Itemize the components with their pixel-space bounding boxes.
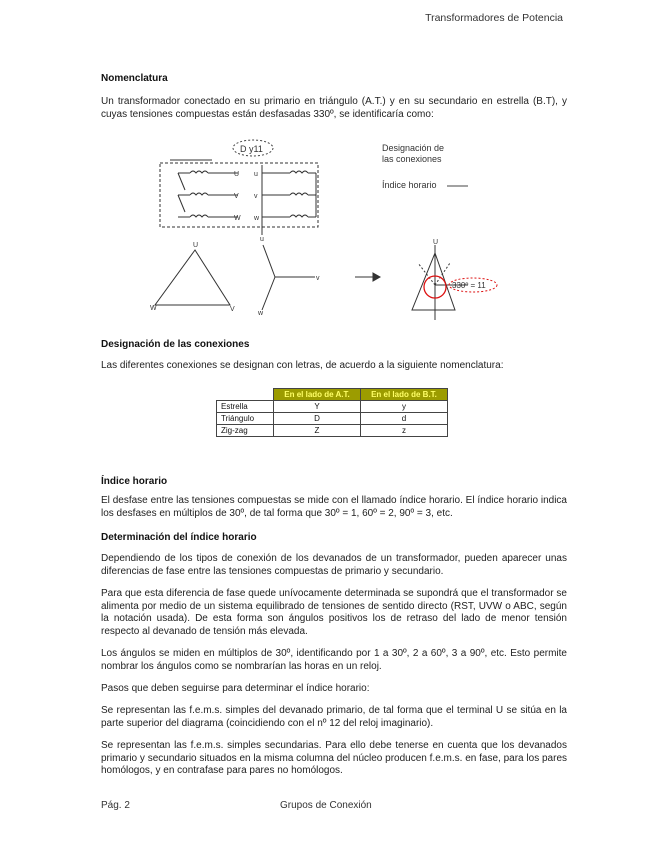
phasor-label-u: U [433,239,439,246]
table-header-at: En el lado de A.T. [274,389,361,401]
table-cell-bt: y [361,401,448,413]
section-heading-determinacion: Determinación del índice horario [101,532,257,543]
table-header-row [217,389,448,401]
paragraph-nomenclatura: Un transformador conectado en su primario en triángulo (A.T.) y en su secundario en estrella (B.T), y cuyas tensiones compuestas están desfasadas 330º, se identificaría como: [101,96,567,120]
designation-label-1: Designación de [382,143,445,153]
paragraph-determinacion-5: Se representan las f.e.m.s. simples del devanado primario, de tal forma que el terminal U se sitúa en la parte superior del diagrama (coincidiendo con el nº 12 del reloj imaginario). [101,705,567,729]
secondary-star [262,245,315,310]
paragraph-determinacion-3: Los ángulos se miden en múltiplos de 30º, identificando por 1 a 30º, 2 a 60º, 3 a 90º, etc. Esto permite nombrar los ángulos como se nombrarían las horas en un reloj. [101,648,567,672]
paragraph-determinacion-1: Dependiendo de los tipos de conexión de los devanados de un transformador, pueden aparecer unas diferencias de fase entre las tensiones compuestas de primario y secundario. [101,553,567,577]
section-heading-nomenclatura: Nomenclatura [101,73,168,84]
table-cell-at: D [274,413,361,425]
table-cell-bt: z [361,425,448,437]
table-cell-bt: d [361,413,448,425]
primary-terminal-v: V [234,193,239,200]
table-cell-at: Y [274,401,361,413]
primary-delta-triangle [155,250,230,305]
footer-page: Pág. 2 [101,800,130,811]
secondary-terminal-u: u [254,171,258,178]
table-corner [217,389,274,401]
paragraph-determinacion-2: Para que esta diferencia de fase quede unívocamente determinada se supondrá que el transformador se alimenta por medio de un sistema equilibrado de tensiones de sentido directo (RST, UVW o ABC, según la notación usada). De esta forma son ángulos positivos los de retraso del lado de menor tensión respecto al devanado de tensión más elevada. [101,588,567,637]
star-label-v: v [316,275,320,282]
paragraph-determinacion-4: Pasos que deben seguirse para determinar el índice horario: [101,683,370,694]
table-header-bt: En el lado de B.T. [361,389,448,401]
code-label: D y11 [240,144,263,154]
nomenclature-table [216,388,448,437]
paragraph-indice: El desfase entre las tensiones compuestas se mide con el llamado índice horario. El índice horario indica los desfases en múltiplos de 30º, de tal forma que 30º = 1, 60º = 2, 90º = 3, etc. [101,495,567,519]
paragraph-determinacion-6: Se representan las f.e.m.s. simples secundarias. Para ello debe tenerse en cuenta que los devanados primario y secundario situados en la misma columna del núcleo producen f.e.m.s. en fase, para los pares homólogos, y en contrafase para pares no homólogos. [101,740,567,776]
primary-terminal-w: W [234,215,241,222]
index-label: Índice horario [382,180,437,190]
primary-terminal-u: U [234,171,240,178]
arrow-icon [355,273,380,281]
delta-label-u: U [193,242,199,249]
section-heading-indice: Índice horario [101,476,168,487]
designation-label-2: las conexiones [382,154,442,164]
footer-center: Grupos de Conexión [280,800,372,811]
paragraph-designacion: Las diferentes conexiones se designan con letras, de acuerdo a la siguiente nomenclatura: [101,360,504,371]
delta-label-w: W [150,305,157,312]
header-title: Transformadores de Potencia [425,12,563,24]
table-cell-at: Z [274,425,361,437]
connection-diagram [150,135,520,325]
table-cell-name: Estrella [217,401,274,413]
angle-label: 330º = 11 [452,281,486,290]
table-row [217,401,448,413]
secondary-terminal-v: v [254,193,258,200]
section-heading-designacion: Designación de las conexiones [101,339,250,350]
star-label-w: w [258,310,264,317]
delta-label-v: V [230,306,235,313]
table-row [217,413,448,425]
secondary-terminal-w: w [254,215,260,222]
star-label-u: u [260,236,264,243]
table-row [217,425,448,437]
table-cell-name: Triángulo [217,413,274,425]
table-cell-name: Zig-zag [217,425,274,437]
